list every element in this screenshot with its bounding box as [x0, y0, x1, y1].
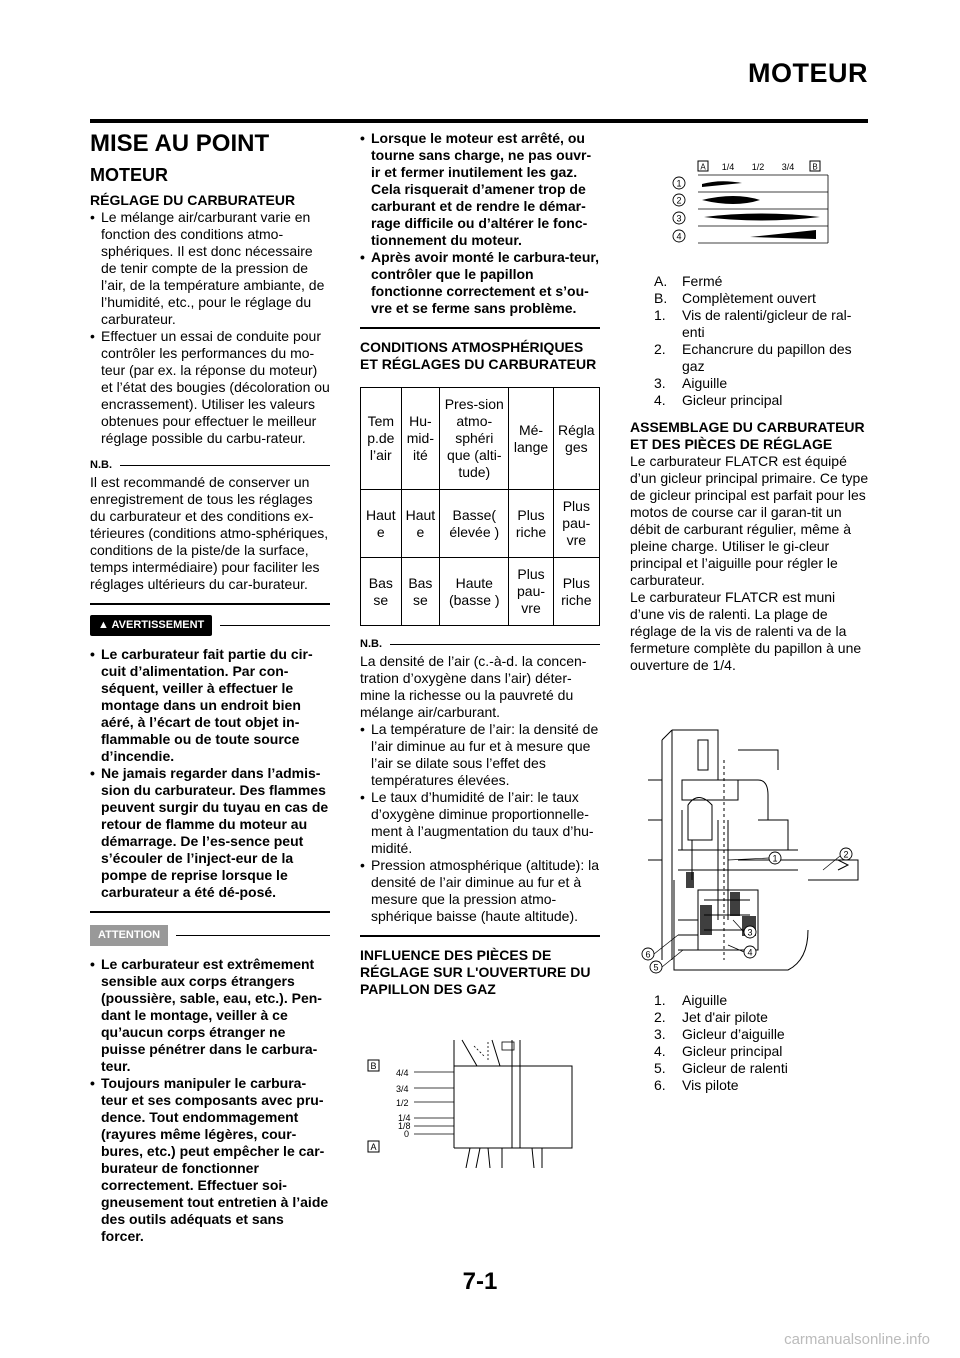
table-cell: Plus pau-vre: [553, 490, 599, 558]
attention-badge: ATTENTION: [90, 925, 168, 946]
header-title: MOTEUR: [748, 58, 868, 88]
legend-2: [654, 992, 870, 1094]
list-item: 5. Gicleur de ralenti: [654, 1060, 788, 1076]
list-item: • Lorsque le moteur est arrêté, ou tourne sans charge, ne pas ouvr-ir et fermer inutilement les gaz. Cela risquerait d’amener trop de carburant et de rendre le démar-rage difficile ou d’altérer le fonc-tionnement du moteur.: [360, 130, 600, 249]
legend-list: [654, 992, 870, 1094]
list-item: • Le carburateur fait partie du cir-cuit d’alimentation. Par con-séquent, veiller à effectuer le montage dans un endroit bien aéré, à l’écart de tout objet in-flammable ou de toute source d’incendie.: [90, 646, 330, 765]
svg-text:4: 4: [676, 231, 682, 242]
assembly-section: [630, 419, 870, 674]
page-number: 7-1: [462, 1268, 498, 1295]
table-cell: Bas se: [361, 558, 402, 626]
table-cell: Haute (basse ): [440, 558, 509, 626]
divider: [120, 465, 330, 466]
divider: [220, 625, 330, 626]
table-header-cell: Mé-lange: [509, 388, 553, 490]
svg-text:5: 5: [653, 962, 659, 973]
list-item: 1. Aiguille: [654, 992, 728, 1008]
list-item: 1. Vis de ralenti/gicleur de ral-enti: [654, 307, 852, 340]
note-header: [360, 636, 600, 653]
table-cell: Haut e: [401, 490, 440, 558]
carburetor-cross-section-diagram: [638, 720, 868, 982]
divider: [360, 327, 600, 329]
svg-text:3: 3: [747, 927, 753, 938]
divider: [90, 911, 330, 913]
label-b: B: [370, 1061, 377, 1071]
svg-text:1/2: 1/2: [396, 1098, 409, 1108]
list-item: A. Fermé: [654, 273, 723, 289]
table-header-cell: Tem p.de l’air: [361, 388, 402, 490]
table-row: [361, 490, 600, 558]
list-item: 3. Gicleur d’aiguille: [654, 1026, 785, 1042]
list-item: 2. Jet d'air pilote: [654, 1009, 768, 1025]
legend-1: [654, 273, 870, 409]
svg-text:4/4: 4/4: [396, 1068, 409, 1078]
list-item: • Toujours manipuler le carbura-teur et ses composants avec pru-dence. Tout endommagement (rayures même légères, cour-bures, etc.) peut empêcher le car-burateur de fonctionner correctement. Effectuer soi-gneusement tout entretien à l’aide des outils adéquats et sans forcer.: [90, 1075, 330, 1245]
label-a: A: [370, 1142, 377, 1152]
attention-list: [90, 956, 330, 1245]
table-header-cell: Hu-mid-ité: [401, 388, 440, 490]
paragraph: Le carburateur FLATCR est équipé d’un gicleur principal primaire. Ce type de gicleur principal est parfait pour les motos de course car il garan-tit un débit de carburant régulier, même à pleine charge. Utiliser le gi-cleur principal et l’aiguille pour régler le carburateur.: [630, 453, 869, 588]
subsection-conditions: CONDITIONS ATMOSPHÉRIQUES ET RÉGLAGES DU CARBURATEUR: [360, 339, 597, 372]
list-item: • Le taux d’humidité de l’air: le taux d’oxygène diminue proportionnelle-ment à l’augmentation du taux d’hu-midité.: [360, 789, 600, 857]
list-item: • Après avoir monté le carbura-teur, contrôler que le papillon fonctionne correctement et s’ou-vre et se ferme sans problème.: [360, 249, 600, 317]
table-row: [361, 558, 600, 626]
warning-list: [90, 646, 330, 901]
svg-text:1: 1: [676, 178, 682, 189]
table-cell: Plus riche: [509, 490, 553, 558]
subsection-assembly: ASSEMBLAGE DU CARBURATEUR ET DES PIÈCES DE RÉGLAGE: [630, 419, 865, 452]
svg-text:4: 4: [747, 947, 753, 958]
watermark: carmanualsonline.info: [784, 1331, 930, 1348]
list-item: 4. Gicleur principal: [654, 1043, 783, 1059]
table-cell: Plus riche: [553, 558, 599, 626]
divider: [390, 644, 600, 645]
svg-text:3: 3: [676, 213, 682, 224]
column-1: [90, 130, 330, 1245]
note-label: N.B.: [360, 638, 382, 650]
list-item: • Ne jamais regarder dans l’admis-sion du carburateur. Des flammes peuvent surgir du tuyau en cas de retour de flamme du moteur au démarrage. De l’es-sence peut s’écouler de l’inject-eur de la pompe de reprise lorsque le carburateur a été dé-posé.: [90, 765, 330, 901]
throttle-opening-diagram: [362, 1036, 602, 1168]
list-item: 6. Vis pilote: [654, 1077, 739, 1093]
note-label: N.B.: [90, 459, 112, 471]
paragraph: Le carburateur FLATCR est muni d’une vis de ralenti. La plage de réglage de la vis de ralenti va de la fermeture complète du papillon à une ouverture de 1/4.: [630, 589, 862, 673]
warning-badge: ▲ AVERTISSEMENT: [90, 615, 212, 636]
subsection-carburetor-adjust: RÉGLAGE DU CARBURATEUR: [90, 192, 296, 208]
svg-text:A: A: [700, 162, 706, 172]
list-item: • La température de l’air: la densité de l’air diminue au fur et à mesure que l’air se dilate sous l’effet des températures élevées.: [360, 721, 600, 789]
note-header: [90, 457, 330, 474]
divider: [360, 935, 600, 937]
svg-text:6: 6: [645, 949, 651, 960]
table-cell: Basse( élevée ): [440, 490, 509, 558]
list-item: 2. Echancrure du papillon des gaz: [654, 341, 852, 374]
legend-list: [654, 273, 870, 409]
svg-text:1/4: 1/4: [398, 1113, 411, 1123]
page-title: MISE AU POINT: [90, 130, 270, 157]
section-title: MOTEUR: [90, 165, 168, 185]
conditions-table: [360, 387, 600, 626]
header-rule: [90, 119, 868, 123]
svg-text:1/4: 1/4: [721, 162, 735, 172]
attention-list-continued: [360, 130, 600, 317]
list-item: B. Complètement ouvert: [654, 290, 816, 306]
list-item: • Le mélange air/carburant varie en fonction des conditions atmo-sphériques. Il est donc nécessaire de tenir compte de la pression de l’air, de la température ambiante, de l’humidité, etc., pour le réglage du carburateur.: [90, 209, 330, 328]
throttle-range-diagram: [660, 158, 836, 248]
table-cell: Haut e: [361, 490, 402, 558]
divider: [176, 935, 330, 936]
svg-text:3/4: 3/4: [396, 1084, 409, 1094]
note-text: La densité de l’air (c.-à-d. la concen-tration d’oxygène dans l’air) déter-mine la richesse ou la pauvreté du mélange air/carburant.: [360, 653, 587, 720]
svg-text:1/8: 1/8: [398, 1121, 411, 1131]
list-item: • Pression atmosphérique (altitude): la densité de l’air diminue au fur et à mesure que la pression atmo-sphérique baisse (haute altitude).: [360, 857, 600, 925]
warning-header: [90, 615, 330, 636]
svg-text:1: 1: [772, 853, 778, 864]
svg-text:B: B: [812, 162, 818, 172]
warning-triangle-icon: ▲: [98, 619, 112, 631]
table-cell: Bas se: [401, 558, 440, 626]
bullet-list: [90, 209, 330, 447]
table-header-row: [361, 388, 600, 490]
list-item: 4. Gicleur principal: [654, 392, 783, 408]
list-item: 3. Aiguille: [654, 375, 728, 391]
svg-text:2: 2: [676, 195, 682, 206]
table-header-cell: Pres-sion atmo-sphéri que (alti-tude): [440, 388, 509, 490]
svg-text:0: 0: [404, 1129, 410, 1139]
note-text: Il est recommandé de conserver un enregistrement de tous les réglages du carburateur et des conditions ex-térieures (conditions atmo-sphériques, conditions de la piste/de la surface, temps intermédiaire) pour faciliter les réglages ultérieurs du car-burateur.: [90, 474, 329, 592]
column-2: [360, 130, 600, 998]
divider: [90, 603, 330, 605]
subsection-influence: INFLUENCE DES PIÈCES DE RÉGLAGE SUR L'OUVERTURE DU PAPILLON DES GAZ: [360, 947, 591, 997]
table-header-cell: Régla ges: [553, 388, 599, 490]
list-item: • Le carburateur est extrêmement sensible aux corps étrangers (poussière, sable, eau, etc.). Pen-dant le montage, veiller à ce qu’aucun corps étranger ne puisse pénétrer dans le carbura-teur.: [90, 956, 330, 1075]
list-item: • Effectuer un essai de conduite pour contrôler les performances du mo-teur (par ex. la réponse du moteur) et l’état des bougies (décoloration ou encrassement). Utiliser les valeurs obtenues pour effectuer le meilleur réglage possible du carbu-rateur.: [90, 328, 330, 447]
svg-text:1/2: 1/2: [751, 162, 765, 172]
svg-text:2: 2: [843, 849, 849, 860]
table-cell: Plus pau-vre: [509, 558, 553, 626]
svg-text:3/4: 3/4: [781, 162, 795, 172]
attention-header: [90, 925, 330, 946]
bullet-list: [360, 721, 600, 925]
